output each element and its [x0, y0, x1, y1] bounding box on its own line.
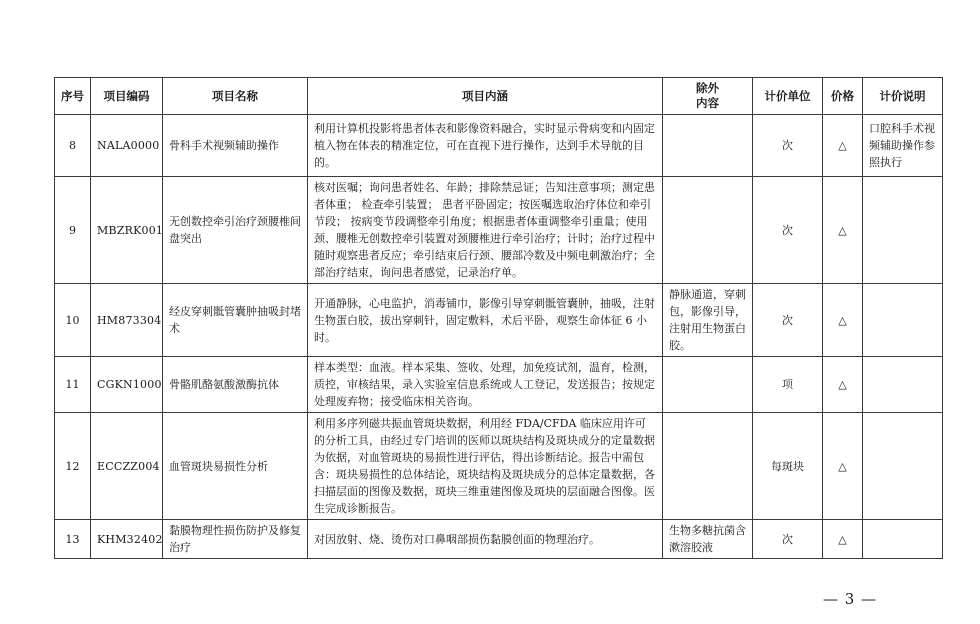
cell-name: 无创数控牵引治疗颈腰椎间盘突出	[163, 177, 308, 284]
table-row	[55, 520, 943, 559]
table-header-row	[55, 78, 943, 115]
header-name: 项目名称	[163, 78, 308, 115]
cell-exclusion	[663, 357, 753, 413]
cell-content: 利用计算机投影将患者体表和影像资料融合，实时显示骨病变和内固定植入物在体表的精准定位，可在直视下进行操作，达到手术导航的目的。	[308, 115, 663, 177]
cell-price: △	[823, 413, 863, 520]
header-exclusion: 除外 内容	[663, 78, 753, 115]
cell-code: CGKN1000	[91, 357, 163, 413]
table-row	[55, 357, 943, 413]
cell-no: 10	[55, 284, 91, 357]
cell-name: 黏膜物理性损伤防护及修复治疗	[163, 520, 308, 559]
cell-name: 经皮穿刺骶管囊肿抽吸封堵术	[163, 284, 308, 357]
cell-code: MBZRK001	[91, 177, 163, 284]
cell-exclusion: 静脉通道，穿刺包，影像引导，注射用生物蛋白胶。	[663, 284, 753, 357]
cell-exclusion	[663, 413, 753, 520]
pricing-table	[54, 77, 943, 559]
cell-exclusion	[663, 177, 753, 284]
cell-unit: 次	[753, 284, 823, 357]
cell-content: 核对医嘱；询问患者姓名、年龄；排除禁忌证；告知注意事项；测定患者体重； 检查牵引装置； 患者平卧固定；按医嘱选取治疗体位和牵引节段； 按病变节段调整牵引角度；根据患者体重调整牵引重量；使用颈、腰椎无创数控牵引装置对颈腰椎进行牵引治疗；计时；治疗过程中随时观察患者反应；牵引结束后行颈、腰部冷数及中频电刺激治疗；全部治疗结束，询问患者感觉，记录治疗单。	[308, 177, 663, 284]
cell-no: 9	[55, 177, 91, 284]
cell-note	[863, 413, 943, 520]
cell-unit: 次	[753, 115, 823, 177]
cell-note	[863, 520, 943, 559]
cell-name: 血管斑块易损性分析	[163, 413, 308, 520]
cell-price: △	[823, 357, 863, 413]
cell-content: 利用多序列磁共振血管斑块数据，利用经 FDA/CFDA 临床应用许可的分析工具，由经过专门培训的医师以斑块结构及斑块成分的定量数据为依据，对血管斑块的易损性进行评估，得出诊断结论。报告中需包含：斑块易损性的总体结论，斑块结构及斑块成分的总体定量数据，各扫描层面的图像及数据，斑块三维重建图像及斑块的层面融合图像。医生完成诊断报告。	[308, 413, 663, 520]
page-number	[0, 590, 980, 608]
cell-unit: 项	[753, 357, 823, 413]
cell-exclusion	[663, 115, 753, 177]
header-note: 计价说明	[863, 78, 943, 115]
cell-unit: 次	[753, 520, 823, 559]
cell-price: △	[823, 115, 863, 177]
header-no: 序号	[55, 78, 91, 115]
header-code: 项目编码	[91, 78, 163, 115]
cell-no: 12	[55, 413, 91, 520]
header-price: 价格	[823, 78, 863, 115]
cell-code: HM873304	[91, 284, 163, 357]
header-content: 项目内涵	[308, 78, 663, 115]
page-number-text: — 3 —	[822, 590, 878, 608]
table-row	[55, 177, 943, 284]
cell-note	[863, 284, 943, 357]
cell-no: 13	[55, 520, 91, 559]
cell-note: 口腔科手术视频辅助操作参照执行	[863, 115, 943, 177]
cell-unit: 次	[753, 177, 823, 284]
table-row	[55, 284, 943, 357]
cell-note	[863, 177, 943, 284]
cell-note	[863, 357, 943, 413]
cell-exclusion: 生物多糖抗菌含漱溶胶液	[663, 520, 753, 559]
table-row	[55, 413, 943, 520]
header-unit: 计价单位	[753, 78, 823, 115]
cell-code: NALA0000	[91, 115, 163, 177]
cell-name: 骨骼肌酪氨酸激酶抗体	[163, 357, 308, 413]
cell-price: △	[823, 284, 863, 357]
cell-no: 8	[55, 115, 91, 177]
cell-content: 对因放射、烧、烫伤对口鼻咽部损伤黏膜创面的物理治疗。	[308, 520, 663, 559]
cell-no: 11	[55, 357, 91, 413]
cell-unit: 每斑块	[753, 413, 823, 520]
cell-code: ECCZZ004	[91, 413, 163, 520]
cell-price: △	[823, 520, 863, 559]
table-row	[55, 115, 943, 177]
cell-code: KHM32402	[91, 520, 163, 559]
cell-content: 开通静脉，心电监护，消毒铺巾，影像引导穿刺骶管囊肿，抽吸，注射生物蛋白胶，拔出穿刺针，固定敷料，术后平卧，观察生命体征 6 小时。	[308, 284, 663, 357]
cell-content: 样本类型：血液。样本采集、签收、处理，加免疫试剂，温育，检测，质控，审核结果，录入实验室信息系统或人工登记，发送报告；按规定处理废弃物；接受临床相关咨询。	[308, 357, 663, 413]
cell-name: 骨科手术视频辅助操作	[163, 115, 308, 177]
cell-price: △	[823, 177, 863, 284]
